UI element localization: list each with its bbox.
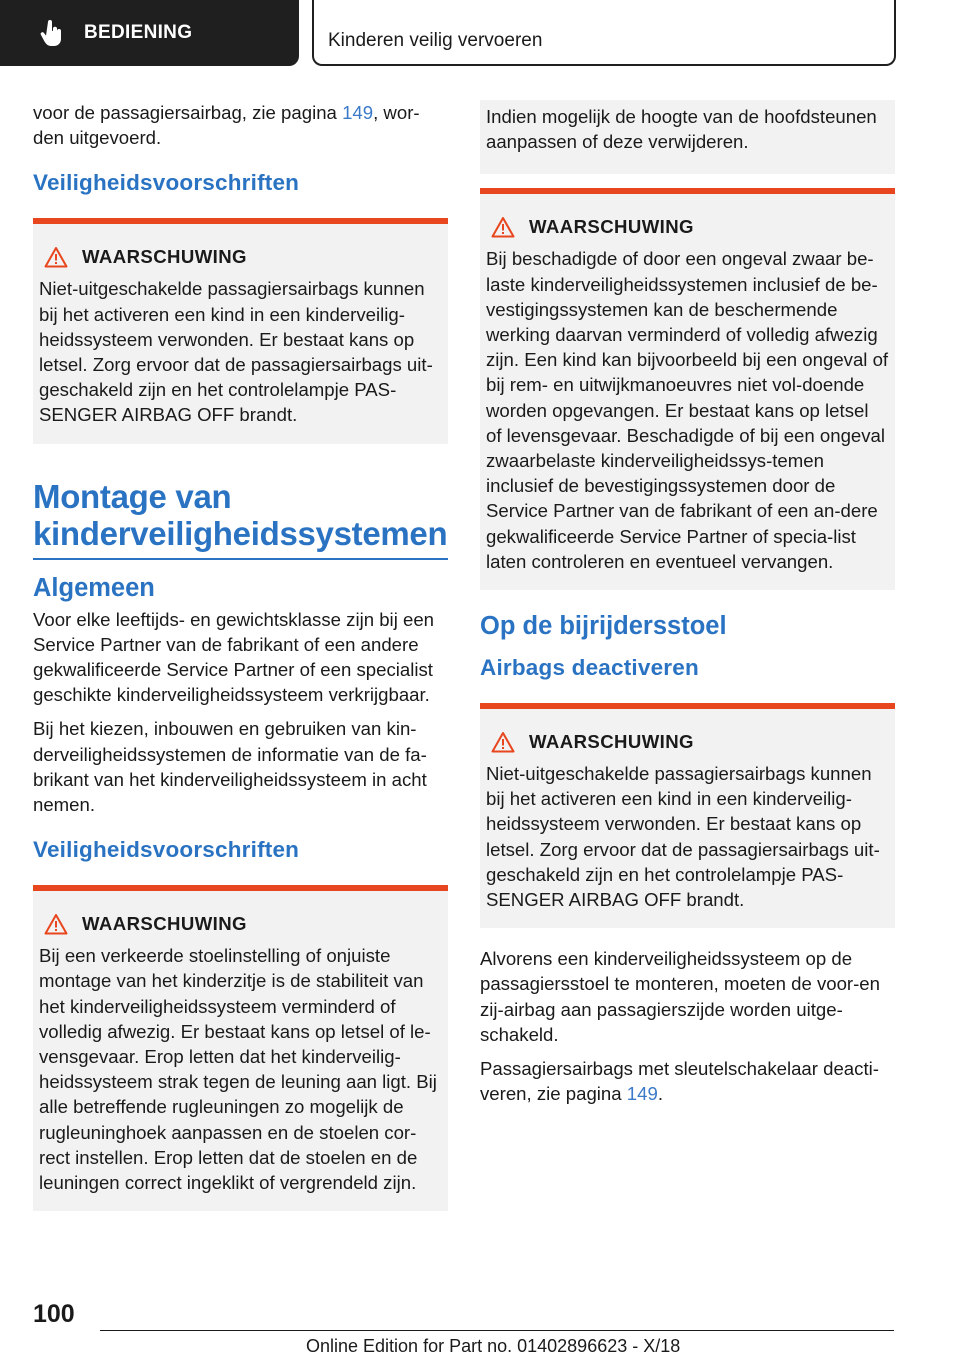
warning-text: Bij beschadigde of door een ongeval zwaar be-laste kinderveiligheidssystemen inclusief de be-vestigingssystemen kan de beschermende werking daarvan verminderd of volledig afwezig zijn. Een kind kan bijvoorbeeld bij een ongeval of bij rem- en uitwijkmanoeuvres niet vol-doende worden opgevangen. Er bestaat kans op letsel of levensgevaar. Beschadigde of bij een ongeval zwaarbelaste kinderveiligheidssys-temen inclusief de bevestigingssystemen door de Service Partner van de fabrikant of een an-dere gekwalificeerde Service Partner of specia-list laten controleren en eventueel vervangen.: [486, 248, 889, 572]
intro-text: voor de passagiersairbag, zie pagina: [33, 102, 343, 123]
edition-footer: Online Edition for Part no. 01402896623 - X/18: [306, 1336, 681, 1356]
warning-title: WAARSCHUWING: [529, 731, 694, 753]
warning-header: [491, 731, 889, 753]
paragraph: [480, 1056, 895, 1106]
continued-box: [480, 100, 895, 174]
warning-title: WAARSCHUWING: [529, 216, 694, 238]
page-link[interactable]: 149: [342, 102, 374, 123]
section-heading: Op de bijrijdersstoel: [480, 612, 727, 641]
subsection-heading: Airbags deactiveren: [480, 655, 699, 681]
footer-divider: [100, 1330, 894, 1331]
left-column: [33, 100, 448, 1229]
warning-box: [480, 188, 895, 590]
subsection-heading: Veiligheidsvoorschriften: [33, 170, 300, 196]
intro-paragraph: [33, 100, 448, 150]
warning-triangle-icon: [491, 731, 515, 753]
paragraph: Voor elke leeftijds- en gewichtsklasse zijn bij een Service Partner van de fabrikant of een andere gekwalificeerde Service Partner of een specialist geschikte kinderveiligheidssysteem verkrijgbaar.: [33, 608, 435, 706]
intro-text-after: , wor-den uitgevoerd.: [33, 102, 420, 149]
warning-header: [44, 913, 442, 935]
section-title: BEDIENING: [84, 22, 193, 43]
warning-title: WAARSCHUWING: [82, 246, 247, 268]
section-tab: [0, 0, 299, 66]
section-heading: Algemeen: [33, 573, 155, 602]
warning-triangle-icon: [44, 913, 68, 935]
warning-text: Niet-uitgeschakelde passagiersairbags kunnen bij het activeren een kind in een kinderveilig-heidssysteem verwonden. Er bestaat kans op letsel. Zorg ervoor dat de passagiersairbags uit-geschakeld zijn en het controlelampje PAS-SENGER AIRBAG OFF brandt.: [486, 763, 880, 911]
chapter-title: Kinderen veilig vervoeren: [328, 30, 543, 51]
warning-header: [44, 246, 442, 268]
paragraph-text-after: .: [657, 1083, 663, 1105]
warning-title: WAARSCHUWING: [82, 913, 247, 935]
warning-text: Niet-uitgeschakelde passagiersairbags kunnen bij het activeren een kind in een kinderveilig-heidssysteem verwonden. Er bestaat kans op letsel. Zorg ervoor dat de passagiersairbags uit-geschakeld zijn en het controlelampje PAS-SENGER AIRBAG OFF brandt.: [39, 278, 433, 426]
warning-triangle-icon: [491, 216, 515, 238]
hand-pointer-icon: [38, 19, 66, 47]
paragraph: Alvorens een kinderveiligheidssysteem op de passagiersstoel te monteren, moeten de voor-en zij-airbag aan passagierszijde worden uitge-schakeld.: [480, 948, 880, 1045]
right-column: [480, 100, 895, 1115]
chapter-heading: Montage van kinderveiligheidssystemen: [33, 478, 448, 560]
warning-triangle-icon: [44, 246, 68, 268]
chapter-tab: [312, 0, 896, 66]
continued-text: Indien mogelijk de hoogte van de hoofdsteunen aanpassen of deze verwijderen.: [486, 106, 877, 153]
warning-header: [491, 216, 889, 238]
warning-box: [33, 885, 448, 1211]
warning-box: [480, 703, 895, 928]
page-number: 100: [33, 1300, 75, 1328]
page-header: [0, 0, 960, 66]
warning-box: [33, 218, 448, 443]
page-link[interactable]: 149: [626, 1083, 658, 1105]
subsection-heading: Veiligheidsvoorschriften: [33, 837, 300, 863]
warning-text: Bij een verkeerde stoelinstelling of onjuiste montage van het kinderzitje is de stabiliteit van het kinderveiligheidssysteem verminderd of volledig afwezig. Er bestaat kans op letsel of le-vensgevaar. Erop letten dat het kinderveilig-heidssysteem strak tegen de leuning aan ligt. Bij alle betreffende rugleuningen zo mogelijk de rugleuninghoek aanpassen en de stoelen cor-rect instellen. Erop letten dat de stoelen en de leuningen correct ingeklikt of vergrendeld zijn.: [39, 945, 437, 1194]
paragraph: Bij het kiezen, inbouwen en gebruiken van kin-derveiligheidssystemen de informatie van de fa-brikant van het kinderveiligheidssysteem in acht nemen.: [33, 718, 427, 816]
paragraph-text: Passagiersairbags met sleutelschakelaar deacti-veren, zie pagina: [480, 1058, 879, 1105]
